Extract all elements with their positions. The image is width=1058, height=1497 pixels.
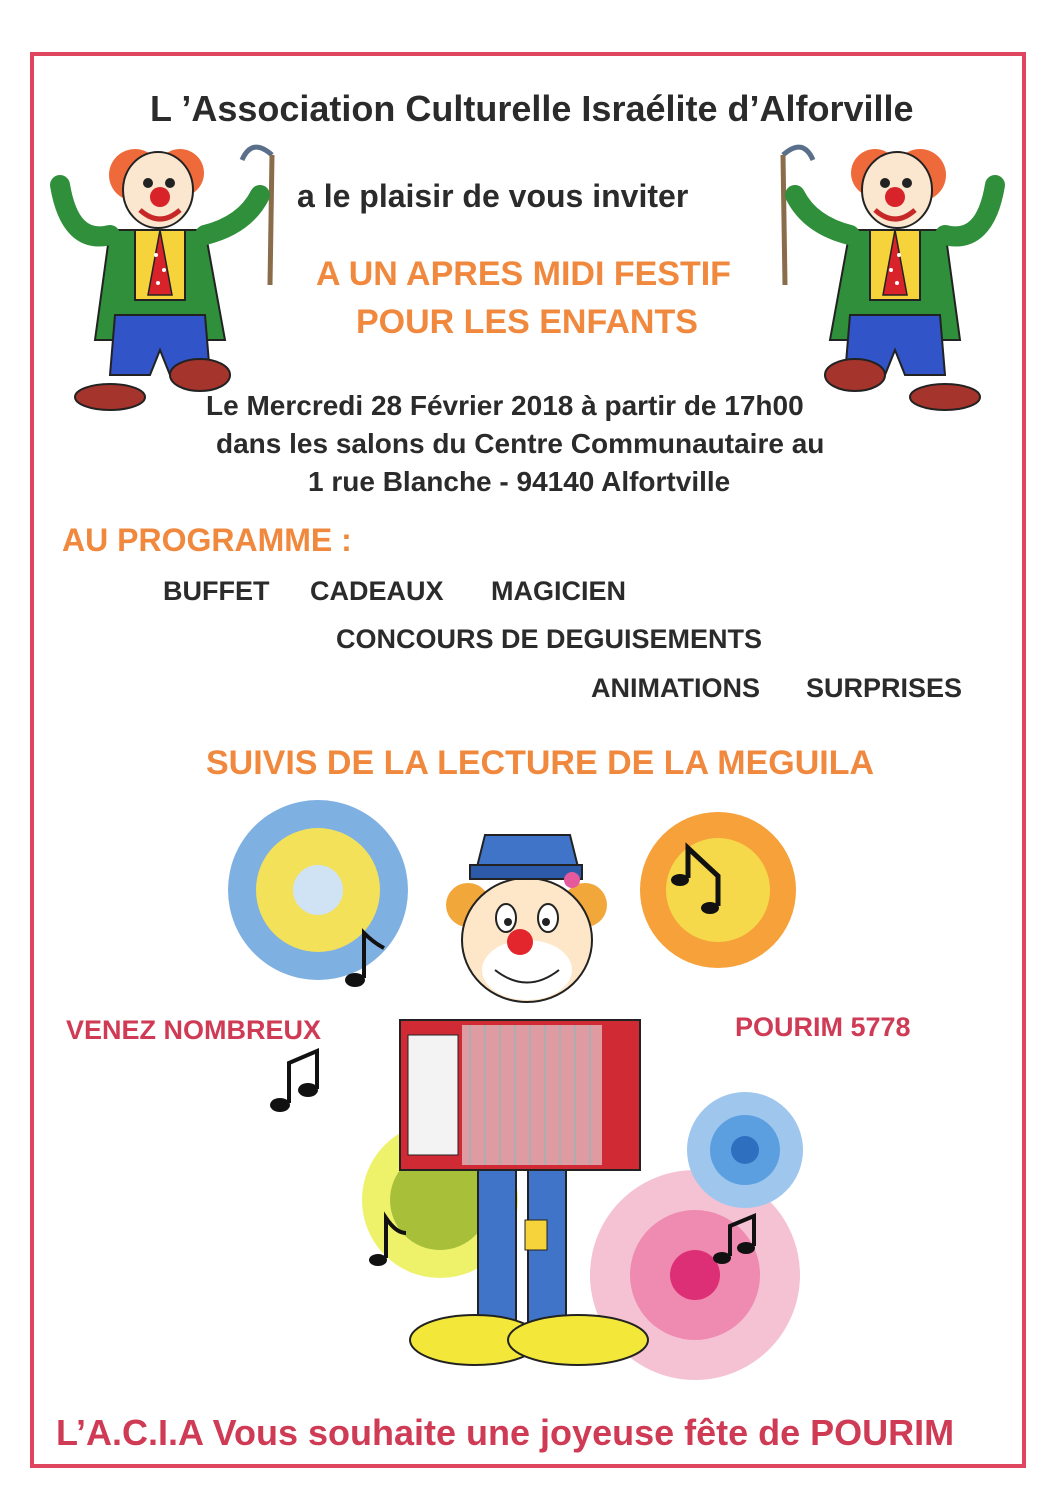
programme-item-concours: CONCOURS DE DEGUISEMENTS: [336, 624, 763, 654]
decorative-circle-blue: [228, 800, 408, 980]
org-title: L ’Association Culturelle Israélite d’Alforville: [150, 88, 914, 129]
event-title-line2: POUR LES ENFANTS: [356, 303, 698, 341]
event-details-line3: 1 rue Blanche - 94140 Alfortville: [308, 466, 731, 497]
decorative-circle-blue-small: [687, 1092, 803, 1208]
event-details-line1: Le Mercredi 28 Février 2018 à partir de 17h00: [206, 390, 804, 421]
clown-left: [40, 135, 270, 435]
event-title-line1: A UN APRES MIDI FESTIF: [316, 255, 731, 293]
event-details-line2: dans les salons du Centre Communautaire au: [216, 428, 825, 459]
programme-item-animations: ANIMATIONS: [591, 673, 760, 703]
clown-right: [785, 135, 1015, 435]
invite-line: a le plaisir de vous inviter: [297, 178, 689, 214]
accordion-clown-illustration: [0, 820, 1058, 1380]
programme-heading: AU PROGRAMME :: [62, 522, 352, 558]
programme-item-surprises: SURPRISES: [806, 673, 963, 703]
pourim-year: POURIM 5778: [735, 1012, 911, 1042]
programme-item-cadeaux: CADEAUX: [310, 576, 444, 606]
programme-item-magicien: MAGICIEN: [491, 576, 626, 606]
venez-nombreux: VENEZ NOMBREUX: [66, 1015, 322, 1045]
music-note-icon: [270, 1051, 318, 1112]
programme-item-buffet: BUFFET: [163, 576, 270, 606]
footer-wishes: L’A.C.I.A Vous souhaite une joyeuse fête de POURIM: [56, 1412, 955, 1453]
meguila-line: SUIVIS DE LA LECTURE DE LA MEGUILA: [206, 744, 875, 782]
